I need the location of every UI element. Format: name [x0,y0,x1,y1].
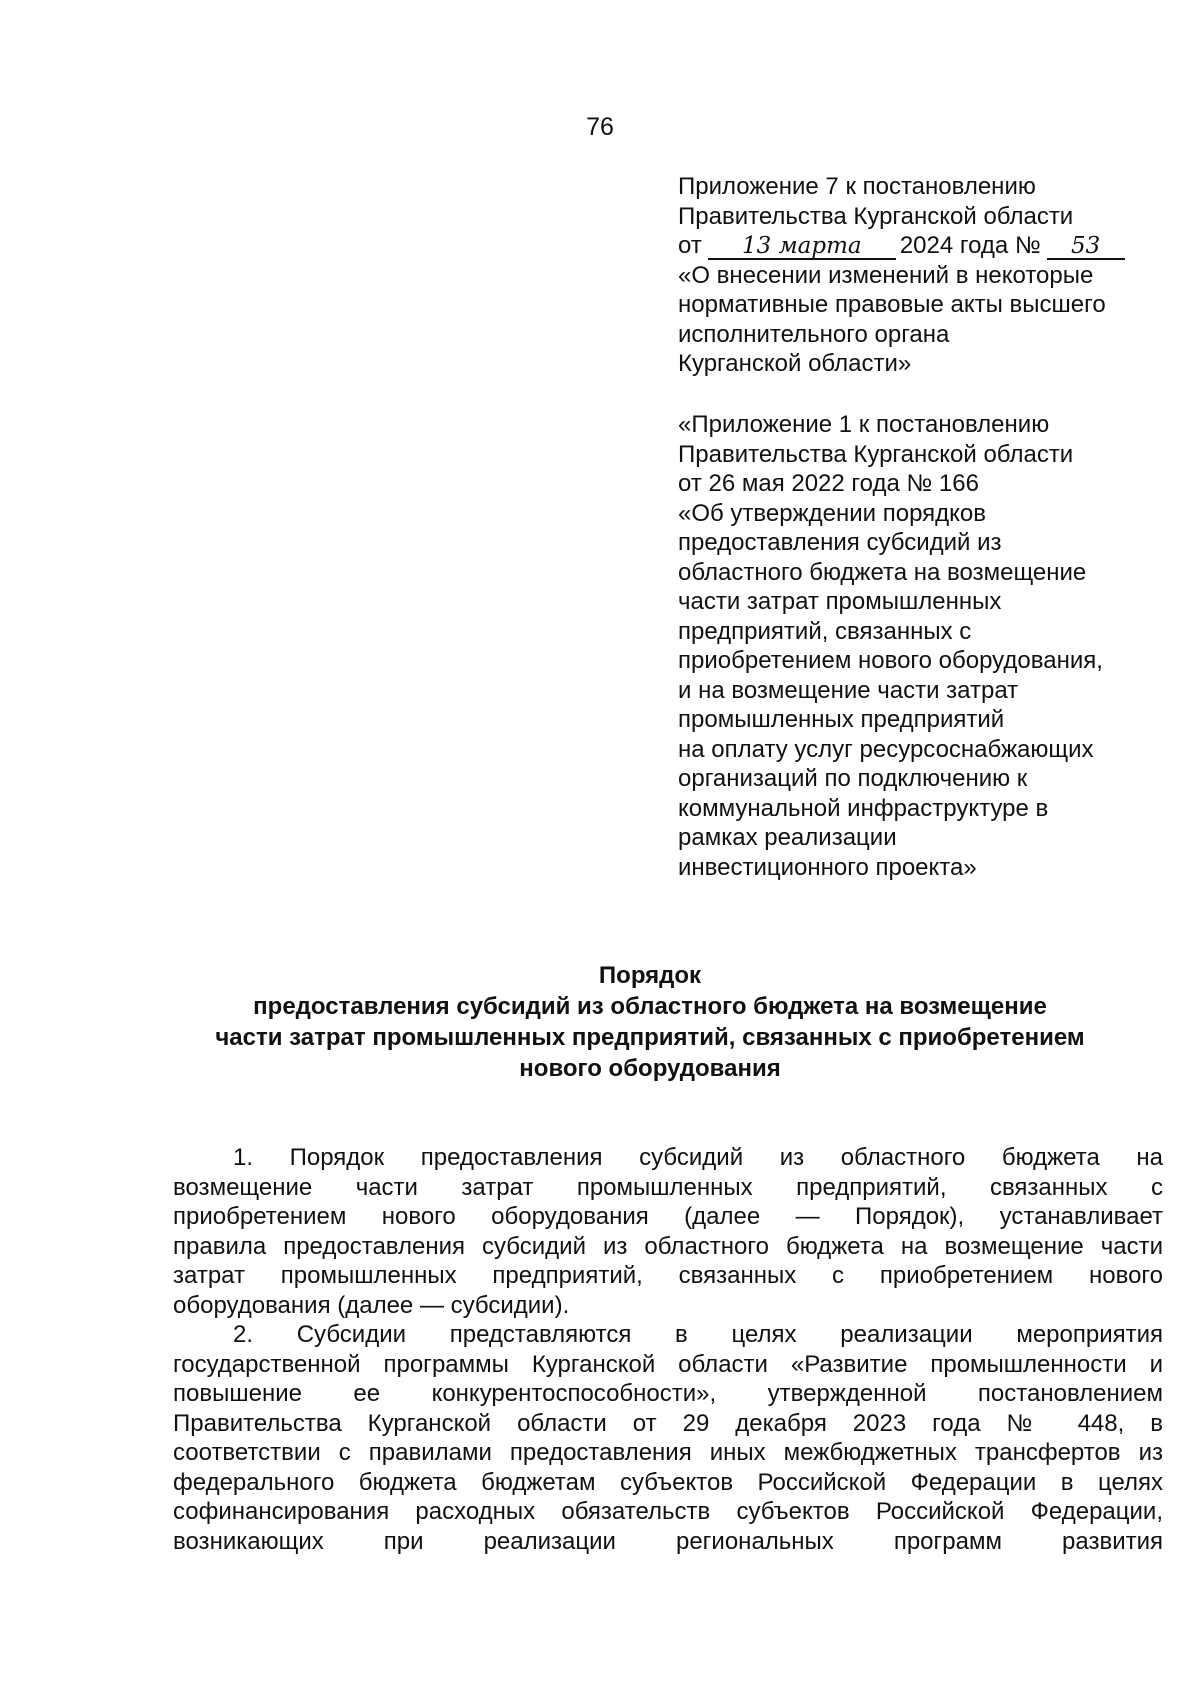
body-line: оборудования (далее — субсидии). [173,1291,570,1319]
annex-1-line: приобретением нового оборудования, [678,647,1103,674]
annex-1-line: областного бюджета на возмещение [678,558,1087,586]
title-line: предоставления субсидий из областного бюджета на возмещение [253,993,1047,1020]
document-title [150,960,1150,1084]
annex-7-block [678,172,1178,379]
title-line: части затрат промышленных предприятий, связанных с приобретением [215,1024,1085,1051]
body-line: 2. Субсидии представляются в целях реализации мероприятия [233,1321,1163,1348]
annex-1-line: коммунальной инфраструктуре в [678,794,1049,822]
body-line: повышение ее конкурентоспособности», утвержденной постановлением [173,1380,1163,1407]
annex-7-line: исполнительного органа [678,320,950,348]
body-line: федерального бюджета бюджетам субъектов Российской Федерации в целях [173,1468,1163,1496]
annex-1-line: предоставления субсидий из [678,529,1002,556]
date-year: 2024 года № [899,232,1041,259]
annex-1-line: рамках реализации [678,824,897,851]
paragraph-1 [173,1143,1163,1320]
body-line: приобретением нового оборудования (далее — Порядок), устанавливает [173,1203,1163,1230]
annex-1-line: инвестиционного проекта» [678,853,977,881]
title-line: нового оборудования [519,1055,781,1082]
date-prefix: от [678,232,702,259]
body-line: Правительства Курганской области от 29 декабря 2023 года № 448, в [173,1409,1163,1437]
annex-7-date-line [678,231,1178,261]
annex-1-line: части затрат промышленных [678,588,1002,615]
annex-7-line: Курганской области» [678,350,912,377]
annex-7-line: Приложение 7 к постановлению [678,173,1036,200]
paragraph-2 [173,1320,1163,1556]
annex-1-block [678,410,1178,882]
annex-7-line: Правительства Курганской области [678,202,1074,230]
title-line: Порядок [598,962,702,989]
annex-1-line: Правительства Курганской области [678,440,1074,468]
body-line: софинансирования расходных обязательств субъектов Российской Федерации, [173,1498,1163,1525]
annex-7-line: «О внесении изменений в некоторые [678,261,1094,289]
handwritten-date: 13 марта [708,234,896,260]
annex-1-line: от 26 мая 2022 года № 166 [678,470,979,497]
annex-1-line: организаций по подключению к [678,765,1028,792]
body-line: государственной программы Курганской области «Развитие промышленности и [173,1350,1163,1378]
body-line: 1. Порядок предоставления субсидий из областного бюджета на [233,1144,1163,1171]
body-line: затрат промышленных предприятий, связанных с приобретением нового [173,1262,1163,1289]
annex-1-line: и на возмещение части затрат [678,676,1019,704]
annex-1-line: промышленных предприятий [678,706,1005,733]
body-line: соответствии с правилами предоставления иных межбюджетных трансфертов из [173,1439,1163,1466]
document-body [173,1143,1163,1556]
body-line: правила предоставления субсидий из областного бюджета на возмещение части [173,1232,1163,1260]
body-line: возникающих при реализации региональных программ развития [173,1527,1163,1555]
handwritten-number: 53 [1047,234,1125,260]
page-number: 76 [586,113,614,141]
annex-1-line: «Об утверждении порядков [678,499,987,527]
annex-7-line: нормативные правовые акты высшего [678,291,1106,318]
body-line: возмещение части затрат промышленных предприятий, связанных с [173,1173,1163,1201]
annex-1-line: на оплату услуг ресурсоснабжающих [678,735,1094,763]
annex-1-line: предприятий, связанных с [678,617,972,645]
annex-1-line: «Приложение 1 к постановлению [678,411,1050,438]
